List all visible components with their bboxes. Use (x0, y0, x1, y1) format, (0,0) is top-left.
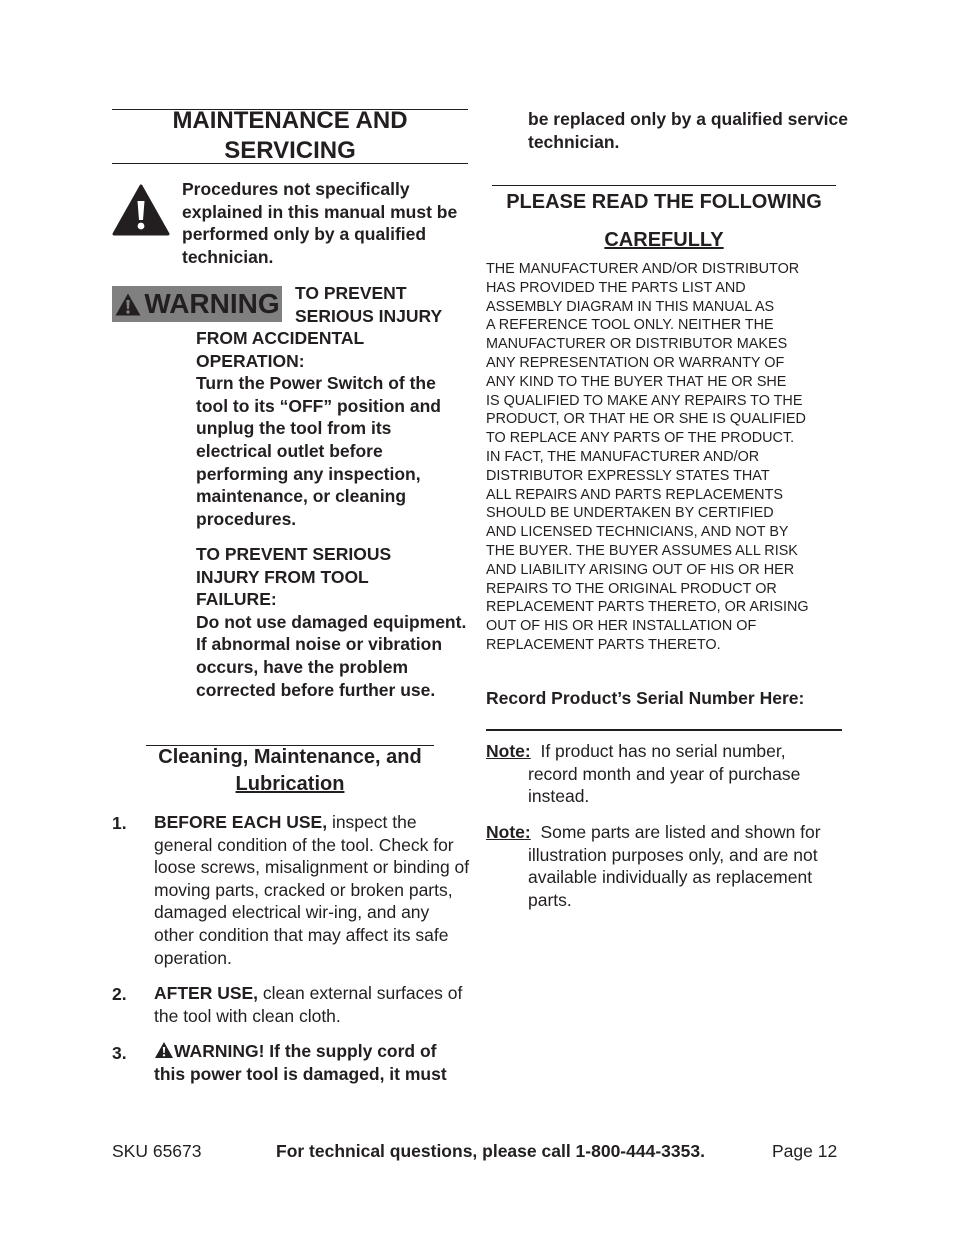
note-text-continued: record month and year of purchase instead. (528, 763, 801, 807)
disclaimer-line: IN FACT, THE MANUFACTURER AND/OR (486, 448, 760, 465)
accidental-operation-block (196, 327, 468, 530)
subsection-title-line1: Cleaning, Maintenance, and (158, 746, 422, 768)
item-lead: BEFORE EACH USE, (154, 812, 328, 832)
disclaimer-text (486, 260, 846, 655)
continued-text: be replaced only by a qualified service technician. (528, 109, 848, 152)
list-item (154, 1040, 470, 1085)
disclaimer-line: REPLACEMENT PARTS THERETO, OR ARISING (486, 599, 809, 616)
list-item (154, 982, 470, 1027)
block1-line2: OPERATION: (196, 350, 305, 371)
disclaimer-line: ASSEMBLY DIAGRAM IN THIS MANUAL AS (486, 298, 775, 315)
item-number: 2. (112, 984, 127, 1004)
block2-body: Do not use damaged equipment. If abnormal noise or vibration occurs, have the problem corrected before further use. (196, 611, 467, 700)
section-title (112, 106, 468, 166)
disclaimer-line: THE BUYER. THE BUYER ASSUMES ALL RISK (486, 542, 798, 559)
footer-page-number: Page 12 (772, 1141, 838, 1161)
tool-failure-block (196, 543, 468, 701)
title-bottom-rule (112, 163, 468, 164)
disclaimer-line: REPAIRS TO THE ORIGINAL PRODUCT OR (486, 580, 777, 597)
note-text-continued: illustration purposes only, and are not available individually as replacement parts. (528, 844, 818, 910)
item-text: clean external surfaces of the tool with clean cloth. (154, 983, 463, 1026)
disclaimer-line: ANY KIND TO THE BUYER THAT HE OR SHE (486, 373, 787, 390)
item-text: inspect the general condition of the tool. Check for loose screws, misalignment or binding of moving parts, cracked or broken parts, damaged electrical wir-ing, and any other condition that may affect its safe operation. (154, 812, 470, 968)
read-title-line1: PLEASE READ THE FOLLOWING (506, 191, 822, 213)
disclaimer-line: REPLACEMENT PARTS THERETO. (486, 636, 721, 653)
read-title-line2: CAREFULLY (604, 229, 724, 251)
disclaimer-line: THE MANUFACTURER AND/OR DISTRIBUTOR (486, 261, 800, 277)
warning-triangle-icon (154, 1041, 174, 1059)
list-item (154, 811, 470, 969)
warning-badge-label: WARNING (144, 288, 280, 319)
item-number: 3. (112, 1043, 127, 1063)
note-serial (486, 740, 846, 808)
note-text: Some parts are listed and shown for (540, 822, 821, 842)
subsection-title-line2: Lubrication (235, 773, 345, 795)
warning-badge (112, 286, 282, 322)
read-carefully-title (486, 183, 842, 259)
warning-triangle-icon (112, 184, 170, 236)
disclaimer-line: MANUFACTURER OR DISTRIBUTOR MAKES (486, 336, 788, 353)
subsection-title (140, 744, 440, 798)
disclaimer-line: AND LIABILITY ARISING OUT OF HIS OR HER (486, 561, 795, 578)
disclaimer-line: ALL REPAIRS AND PARTS REPLACEMENTS (486, 486, 783, 503)
disclaimer-line: DISTRIBUTOR EXPRESSLY STATES THAT (486, 467, 770, 484)
disclaimer-line: ANY REPRESENTATION OR WARRANTY OF (486, 354, 785, 371)
warning-triangle-icon (114, 292, 142, 317)
disclaimer-line: HAS PROVIDED THE PARTS LIST AND (486, 279, 746, 296)
note-text: If product has no serial number, (540, 741, 786, 761)
block1-line1: FROM ACCIDENTAL (196, 328, 365, 348)
disclaimer-line: OUT OF HIS OR HER INSTALLATION OF (486, 618, 757, 635)
disclaimer-line: IS QUALIFIED TO MAKE ANY REPAIRS TO THE (486, 392, 803, 409)
block2-heading: TO PREVENT SERIOUS INJURY FROM TOOL FAILURE: (196, 544, 392, 610)
disclaimer-line: A REFERENCE TOOL ONLY. NEITHER THE (486, 317, 774, 334)
caution-text: Procedures not specifically explained in this manual must be performed only by a qualified technician. (182, 179, 458, 267)
footer-sku: SKU 65673 (112, 1141, 202, 1161)
disclaimer-line: PRODUCT, OR THAT HE OR SHE IS QUALIFIED (486, 411, 806, 428)
section-title-line1: MAINTENANCE AND (172, 107, 408, 134)
disclaimer-line: AND LICENSED TECHNICIANS, AND NOT BY (486, 524, 789, 541)
disclaimer-line: SHOULD BE UNDERTAKEN BY CERTIFIED (486, 505, 774, 522)
note-parts (486, 821, 846, 911)
footer-support: For technical questions, please call 1-800-444-3353. (276, 1141, 705, 1161)
note-label: Note: (486, 741, 531, 761)
warning-heading: TO PREVENT SERIOUS INJURY (295, 283, 443, 326)
section-title-line2: SERVICING (224, 137, 356, 164)
disclaimer-line: TO REPLACE ANY PARTS OF THE PRODUCT. (486, 430, 795, 447)
block1-body: Turn the Power Switch of the tool to its “OFF” position and unplug the tool from its electrical outlet before performing any inspection, maintenance, or cleaning procedures. (196, 373, 441, 529)
item-lead: AFTER USE, (154, 983, 259, 1003)
note-label: Note: (486, 822, 531, 842)
item-number: 1. (112, 813, 127, 833)
item-lead: WARNING! If the supply cord of this power tool is damaged, it must (154, 1041, 447, 1084)
serial-number-line (486, 729, 842, 731)
serial-number-label: Record Product’s Serial Number Here: (486, 688, 805, 708)
